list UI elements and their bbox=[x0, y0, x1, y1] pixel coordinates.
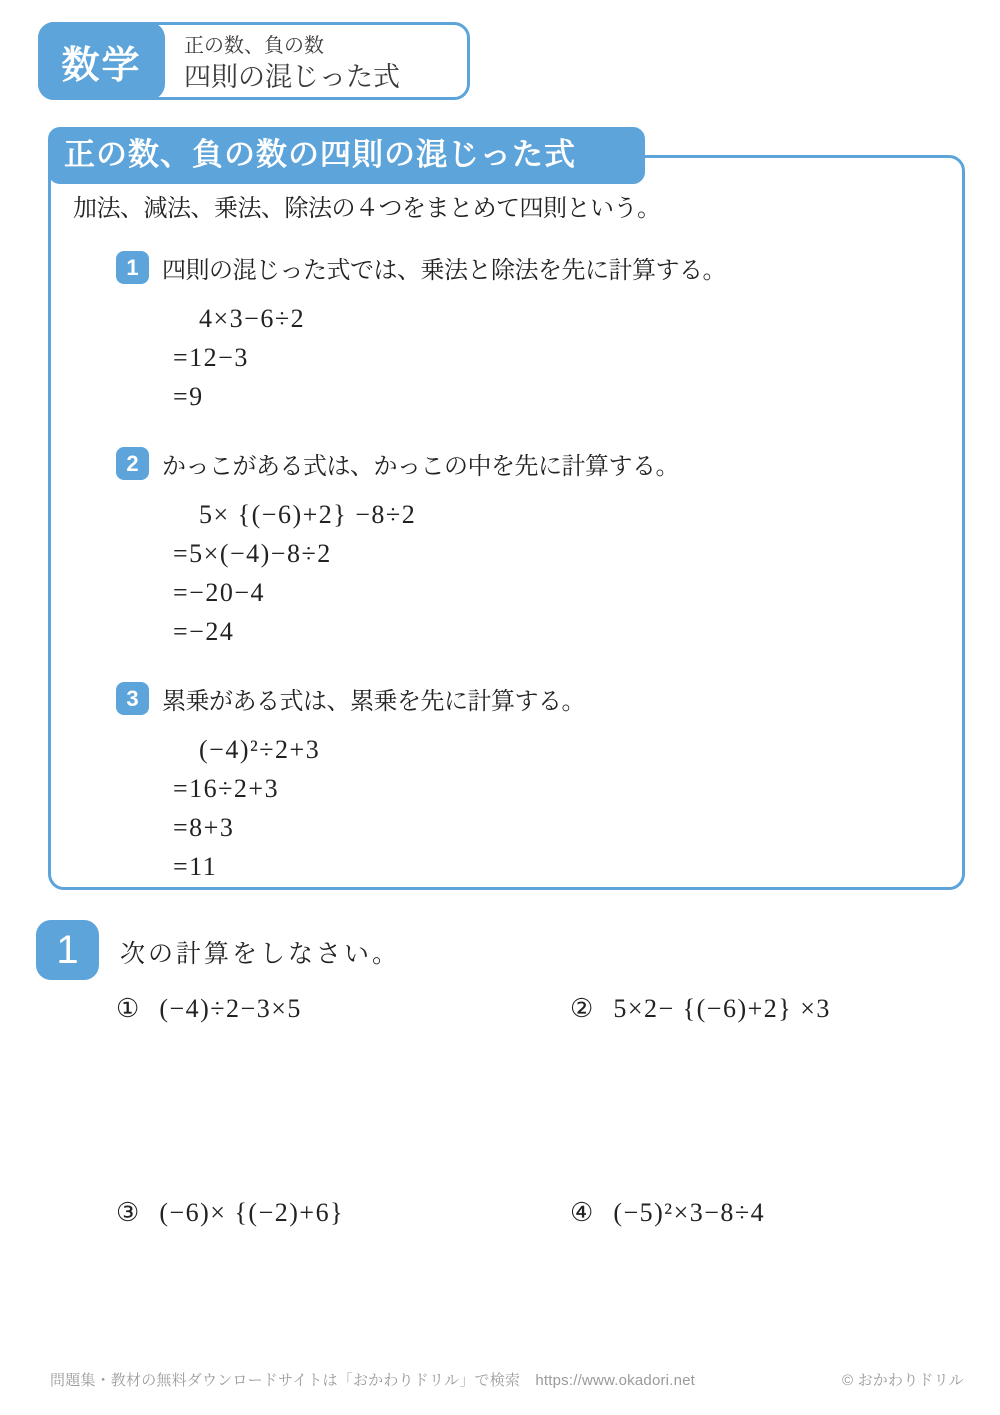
footer-site-info: 問題集・教材の無料ダウンロードサイトは「おかわりドリル」で検索 https://www.okadori.net bbox=[50, 1372, 696, 1389]
math-line: =11 bbox=[173, 852, 218, 881]
math-example-2 bbox=[173, 495, 934, 651]
problem-expression: (−6)× {(−2)+6} bbox=[159, 1198, 345, 1227]
explain-item-head bbox=[116, 250, 934, 285]
problem-expression: (−5)²×3−8÷4 bbox=[613, 1198, 766, 1227]
subject-badge: 数学 bbox=[38, 22, 165, 100]
problem-label: ② bbox=[570, 994, 594, 1023]
explain-item-2 bbox=[73, 446, 934, 651]
problem-expression: 5×2− {(−6)+2} ×3 bbox=[613, 994, 831, 1023]
footer-copyright: © おかわりドリル bbox=[841, 1372, 964, 1389]
math-example-3 bbox=[173, 730, 934, 886]
math-line: =−20−4 bbox=[173, 578, 265, 607]
problem-label: ① bbox=[116, 994, 140, 1023]
math-line: (−4)²÷2+3 bbox=[199, 735, 321, 764]
problem-item-3 bbox=[116, 1196, 344, 1230]
problem-item-4 bbox=[570, 1196, 765, 1230]
problem-item-2 bbox=[570, 992, 831, 1026]
math-line: =5×(−4)−8÷2 bbox=[173, 539, 332, 568]
math-line: =16÷2+3 bbox=[173, 774, 280, 803]
explain-item-head bbox=[116, 681, 934, 716]
math-example-1 bbox=[173, 299, 934, 416]
math-line: 5× {(−6)+2} −8÷2 bbox=[199, 500, 417, 529]
explain-item-3 bbox=[73, 681, 934, 886]
problem-label: ③ bbox=[116, 1198, 140, 1227]
item-text: 累乗がある式は、累乗を先に計算する。 bbox=[162, 689, 585, 715]
header-titles bbox=[184, 32, 400, 94]
explain-item-head bbox=[116, 446, 934, 481]
item-number-badge: 2 bbox=[116, 447, 149, 480]
math-line: =−24 bbox=[173, 617, 235, 646]
item-text: かっこがある式は、かっこの中を先に計算する。 bbox=[162, 454, 679, 480]
topic-label: 四則の混じった式 bbox=[184, 62, 400, 92]
section-title-bar: 正の数、負の数の四則の混じった式 bbox=[48, 127, 645, 184]
unit-label: 正の数、負の数 bbox=[184, 35, 324, 57]
explain-item-1 bbox=[73, 250, 934, 416]
problem-item-1 bbox=[116, 992, 302, 1026]
math-line: =12−3 bbox=[173, 343, 249, 372]
header-unit bbox=[38, 22, 470, 100]
item-text: 四則の混じった式では、乗法と除法を先に計算する。 bbox=[162, 258, 726, 284]
explanation-box bbox=[48, 155, 965, 890]
problem-number-badge: 1 bbox=[36, 920, 99, 980]
intro-text: 加法、減法、乗法、除法の４つをまとめて四則という。 bbox=[73, 196, 661, 222]
problem-instruction: 次の計算をしなさい。 bbox=[120, 941, 401, 968]
math-line: =9 bbox=[173, 382, 204, 411]
item-number-badge: 3 bbox=[116, 682, 149, 715]
math-line: =8+3 bbox=[173, 813, 235, 842]
problem-label: ④ bbox=[570, 1198, 594, 1227]
item-number-badge: 1 bbox=[116, 251, 149, 284]
problem-expression: (−4)÷2−3×5 bbox=[159, 994, 302, 1023]
math-line: 4×3−6÷2 bbox=[199, 304, 306, 333]
